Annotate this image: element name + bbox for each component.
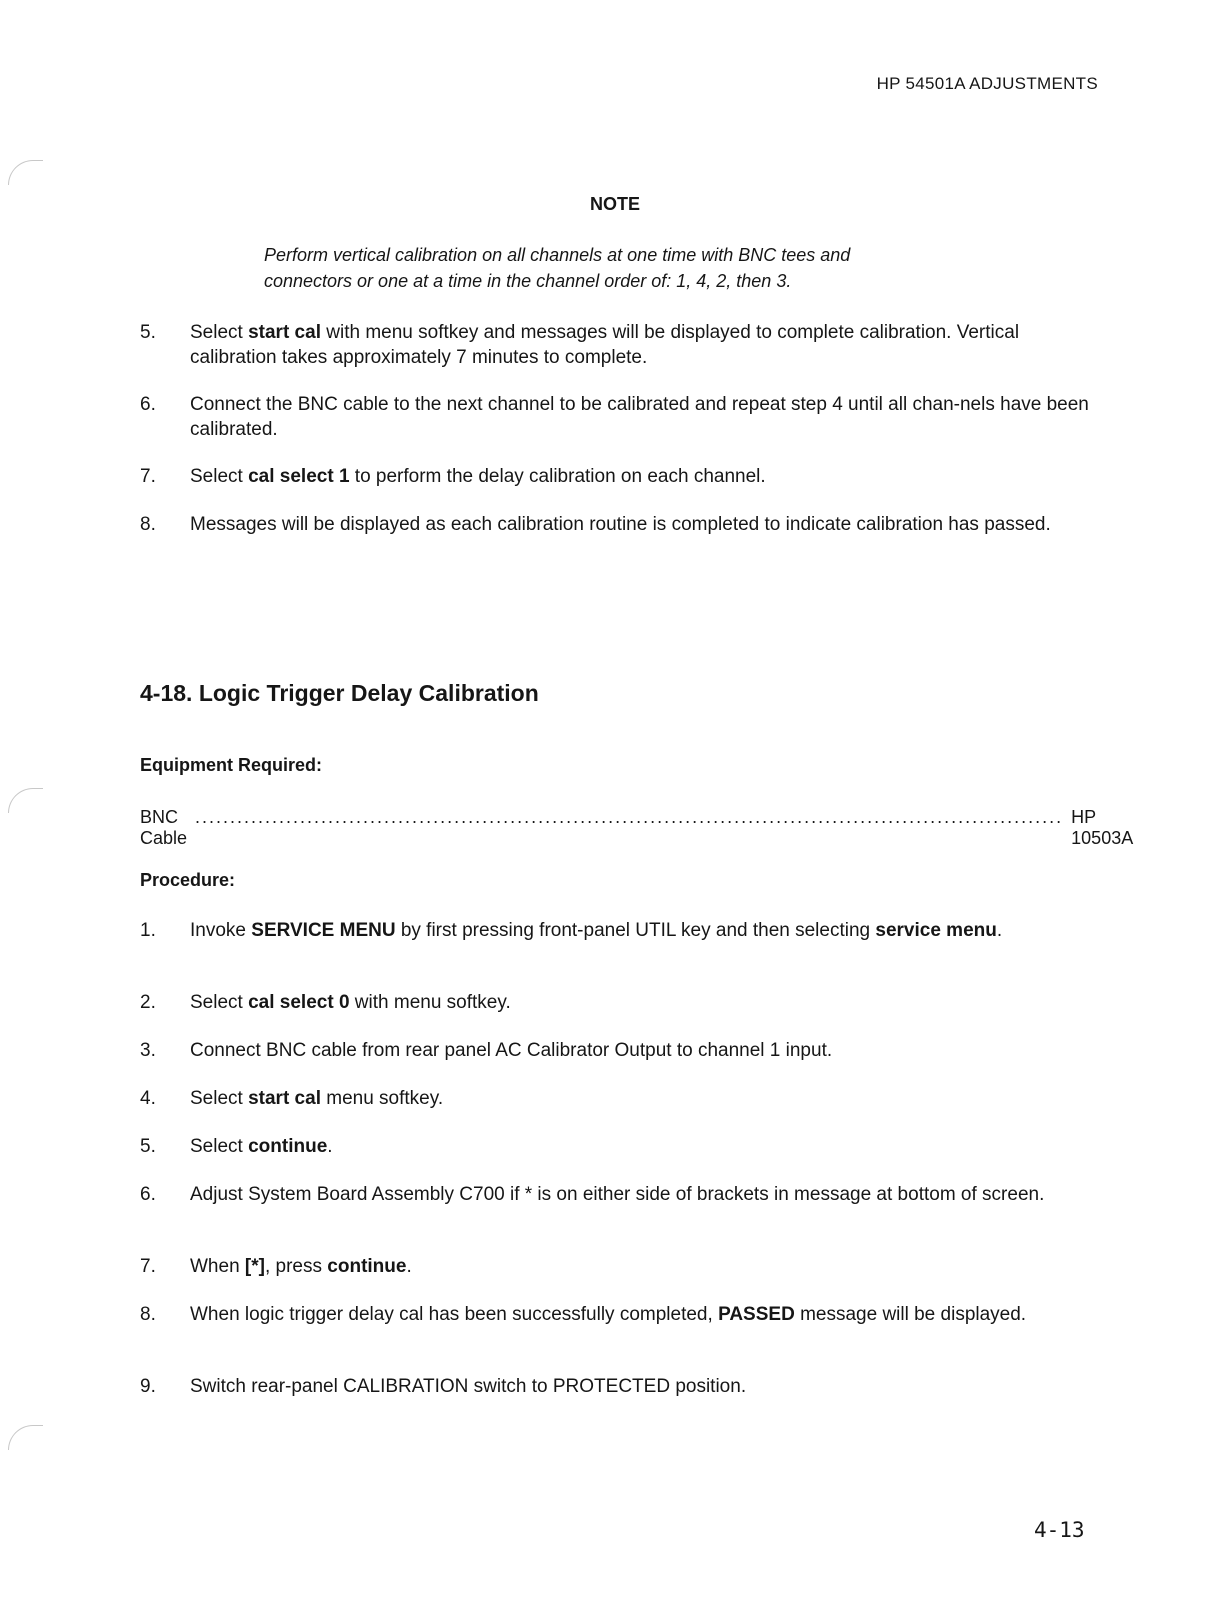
note-line: Perform vertical calibration on all channels at one time with BNC tees and [264, 245, 851, 265]
dot-leader: ............................................................................................................................ [195, 807, 1064, 827]
step-text-segment: . [996, 920, 1003, 941]
step-number: 7. [140, 466, 156, 487]
note-title: NOTE [589, 194, 640, 214]
bold-term: cal select 0 [248, 992, 350, 1013]
equipment-row [140, 807, 1134, 849]
step-text [190, 918, 1100, 943]
step-number: 7. [140, 1256, 156, 1277]
step-text [190, 1374, 1100, 1399]
bold-term: continue [248, 1136, 328, 1157]
step-text-segment: to perform the delay calibration on each channel. [349, 466, 766, 487]
page-header: HP 54501A ADJUSTMENTS [876, 74, 1098, 93]
step-text [190, 512, 1100, 537]
step-text-segment: Messages will be displayed as each calibration routine is completed to indicate calibration has passed. [190, 514, 1051, 535]
equipment-part: HP 10503A [1071, 807, 1134, 848]
step-number: 5. [140, 1136, 156, 1157]
step-text-segment: When [190, 1256, 245, 1277]
step-number: 9. [140, 1376, 156, 1397]
bold-term: SERVICE MENU [251, 920, 396, 941]
bold-term: PASSED [718, 1304, 795, 1325]
step-text [190, 1134, 1100, 1159]
step-number: 1. [140, 920, 156, 941]
bold-term: service menu [875, 920, 997, 941]
step-text-segment: with menu softkey. [349, 992, 511, 1013]
step-text-segment: , press [264, 1256, 328, 1277]
step-text-segment: . [327, 1136, 333, 1157]
step-text-segment: Switch rear-panel CALIBRATION switch to PROTECTED position. [190, 1376, 747, 1397]
margin-mark [8, 1425, 43, 1450]
page-number: 4-13 [1034, 1518, 1085, 1542]
step-number: 8. [140, 514, 156, 535]
procedure-heading: Procedure: [140, 870, 236, 890]
step-text-segment: Select [190, 1136, 249, 1157]
step-text [190, 1254, 1100, 1279]
step-text-segment: Select [190, 992, 249, 1013]
note-line: connectors or one at a time in the channel order of: 1, 4, 2, then 3. [264, 271, 792, 291]
step-text-segment: Connect the BNC cable to the next channel to be calibrated and repeat step 4 until all chan-nels have been calibrated. [190, 394, 1089, 440]
step-number: 3. [140, 1040, 156, 1061]
margin-mark [8, 788, 43, 813]
bold-term: start cal [248, 1088, 321, 1109]
step-text [190, 990, 1100, 1015]
step-text-segment: . [406, 1256, 412, 1277]
bold-term: continue [327, 1256, 407, 1277]
step-text-segment: Select [190, 322, 249, 343]
step-text [190, 464, 1100, 489]
margin-mark [8, 160, 43, 185]
step-text-segment: message will be displayed. [794, 1304, 1027, 1325]
bold-term: [*] [244, 1256, 265, 1277]
step-text [190, 320, 1100, 370]
note-body [264, 242, 964, 294]
step-text-segment: menu softkey. [320, 1088, 444, 1109]
step-text-segment: When logic trigger delay cal has been successfully completed, [190, 1304, 719, 1325]
bold-term: cal select 1 [248, 466, 350, 487]
step-text-segment: Select [190, 466, 249, 487]
step-text-segment: Select [190, 1088, 249, 1109]
step-text-segment: by first pressing front-panel UTIL key and then selecting [395, 920, 876, 941]
step-number: 2. [140, 992, 156, 1013]
step-number: 8. [140, 1304, 156, 1325]
step-number: 6. [140, 394, 156, 415]
step-text [190, 392, 1100, 442]
section-title: 4-18. Logic Trigger Delay Calibration [140, 680, 539, 706]
bold-term: start cal [248, 322, 321, 343]
step-number: 4. [140, 1088, 156, 1109]
equipment-heading: Equipment Required: [140, 755, 323, 775]
step-text-segment: Connect BNC cable from rear panel AC Calibrator Output to channel 1 input. [190, 1040, 833, 1061]
equipment-item: BNC Cable [140, 807, 188, 848]
step-text [190, 1086, 1100, 1111]
step-text-segment: with menu softkey and messages will be displayed to complete calibration. Vertical calibration takes approximately 7 minutes to complete. [190, 322, 1020, 368]
step-text-segment: Adjust System Board Assembly C700 if * is on either side of brackets in message at bottom of screen. [190, 1184, 1045, 1205]
step-text [190, 1302, 1100, 1327]
step-text-segment: Invoke [190, 920, 252, 941]
step-number: 6. [140, 1184, 156, 1205]
step-number: 5. [140, 322, 156, 343]
step-text [190, 1182, 1100, 1207]
step-text [190, 1038, 1100, 1063]
